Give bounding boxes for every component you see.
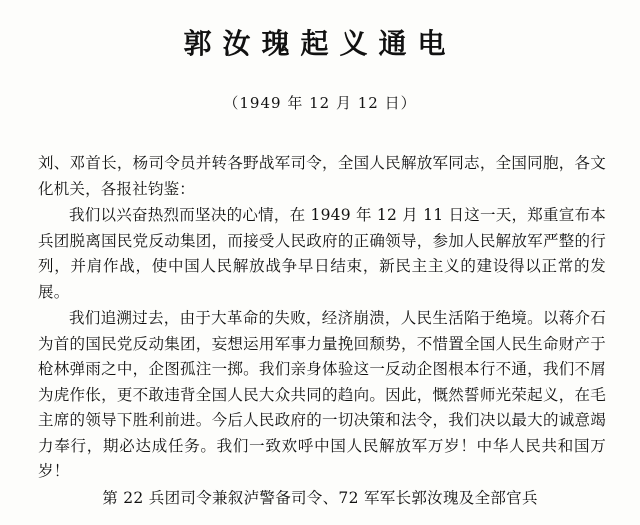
paragraph-1: 我们以兴奋热烈而坚决的心情，在 1949 年 12 月 11 日这一天，郑重宣布本兵团脱离国民党反动集团，而接受人民政府的正确领导，参加人民解放军严整的行列，并肩作战，使中国人民解放战争早日结束，新民主主义的建设得以正常的发展。 <box>38 206 606 301</box>
salutation: 刘、邓首长，杨司令员并转各野战军司令，全国人民解放军同志，全国同胞，各文化机关，各报社钧鉴： <box>38 154 606 198</box>
paragraph-2: 我们追溯过去，由于大革命的失败，经济崩溃，人民生活陷于绝境。以蒋介石为首的国民党反动集团，妄想运用军事力量挽回颓势，不惜置全国人民生命财产于枪林弹雨之中，企图孤注一掷。我们亲身体验这一反动企图根本行不通，我们不屑为虎作伥，更不敢违背全国人民大众共同的趋向。因此，慨然誓师光荣起义，在毛主席的领导下胜利前进。今后人民政府的一切决策和法令，我们决以最大的诚意竭力奉行，期必达成任务。我们一致欢呼中国人民解放军万岁！中华人民共和国万岁！ <box>38 309 606 480</box>
document-title: 郭汝瑰起义通电 <box>183 27 457 60</box>
signature-line: 第 22 兵团司令兼叙泸警备司令、72 军军长郭汝瑰及全部官兵 <box>102 489 538 507</box>
document-date: （1949 年 12 月 12 日） <box>223 94 417 112</box>
